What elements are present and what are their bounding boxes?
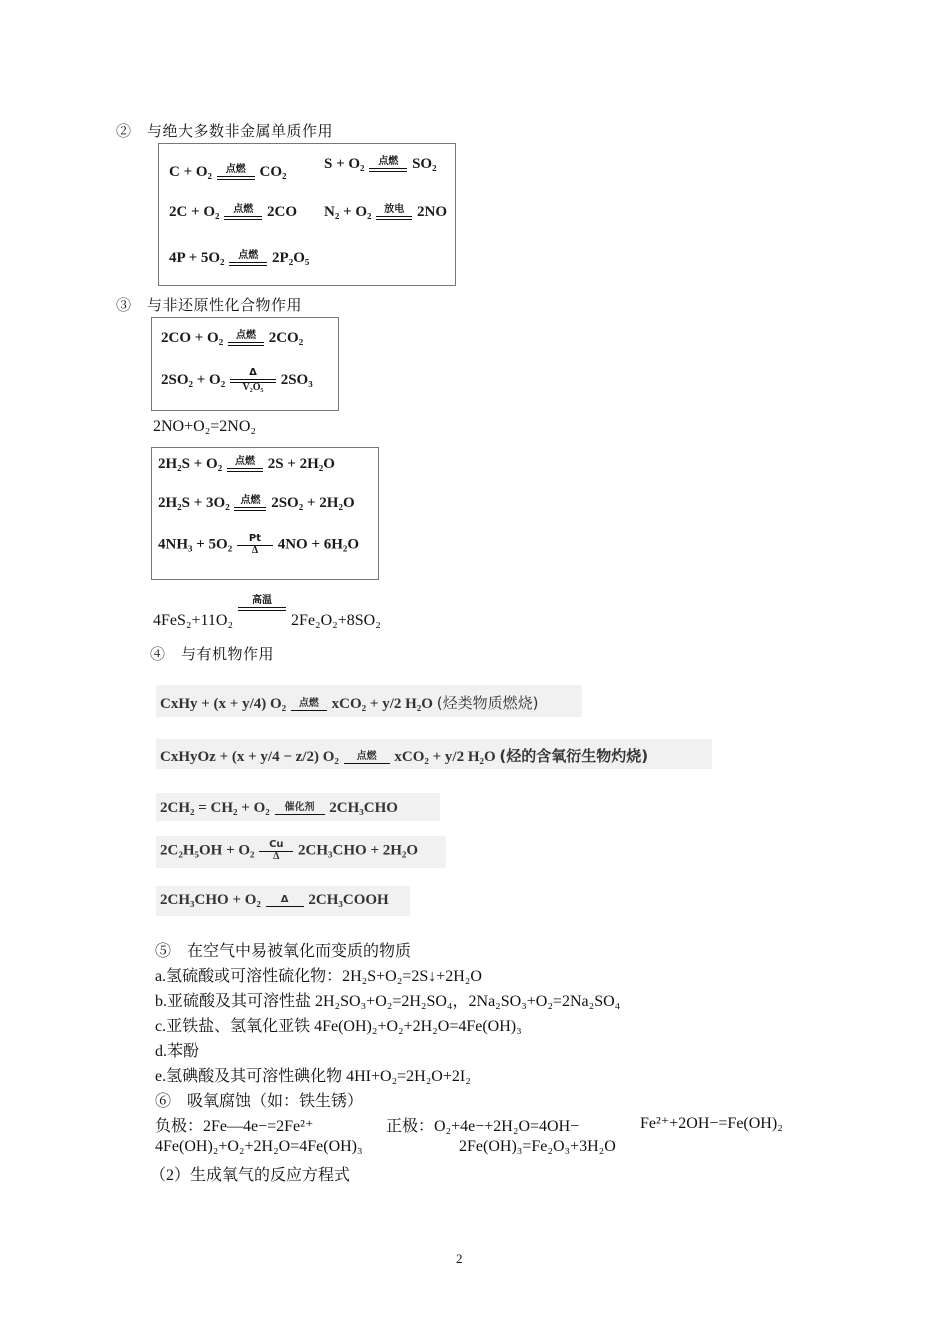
condition-label: Δ <box>280 893 289 905</box>
eq-left: 2CH₂ = CH₂ + O₂ <box>160 800 270 816</box>
eq-left: 4P + 5O₂ <box>169 250 225 266</box>
equation-box-nonmetals <box>158 143 456 286</box>
oxid-item-b: b.亚硫酸及其可溶性盐 2H₂SO₃+O₂=2H₂SO₄，2Na₂SO₃+O₂=2Na₂SO₄ <box>155 993 621 1010</box>
rust-line2-b: 2Fe(OH)₃=Fe₂O₃+3H₂O <box>459 1138 616 1155</box>
rust-fe-hydroxide: Fe²⁺+2OH−=Fe(OH)₂ <box>640 1115 783 1132</box>
condition-arrow <box>227 457 263 472</box>
eq-left: N₂ + O₂ <box>324 204 372 220</box>
condition-arrow <box>275 803 325 815</box>
eq-4p-5o2 <box>169 250 309 267</box>
eq-2h2s-o2 <box>158 456 335 473</box>
eq-left: S + O₂ <box>324 156 365 172</box>
condition-label: 点燃 <box>356 750 377 762</box>
eq-4nh3-5o2 <box>158 534 359 556</box>
condition-label-below: Δ <box>273 851 280 862</box>
eq-right: 2P₂O₅ <box>272 250 310 266</box>
eq-left: 2C + O₂ <box>169 204 220 220</box>
oxid-item-a: a.氢硫酸或可溶性硫化物：2H₂S+O₂=2S↓+2H₂O <box>155 968 482 985</box>
section-2-heading: ② 与绝大多数非金属单质作用 <box>116 124 334 140</box>
eq-note: (烃类物质燃烧) <box>436 694 539 712</box>
equation-box-h2s-nh3 <box>151 447 379 580</box>
eq-left: 2CH₃CHO + O₂ <box>160 892 261 908</box>
eq-left: 2C₂H₅OH + O₂ <box>160 842 255 859</box>
rust-negative-electrode: 负极：2Fe—4e−=2Fe²⁺ <box>155 1118 314 1135</box>
condition-arrow <box>234 496 266 511</box>
eq-ethanol-oxidation <box>160 840 418 862</box>
eq-left: 2H₂S + 3O₂ <box>158 495 230 511</box>
eq-2no-o2: 2NO+O₂=2NO₂ <box>153 418 256 435</box>
section-6-heading: ⑥ 吸氧腐蚀（如：铁生锈） <box>155 1093 364 1110</box>
rust-line2-a: 4Fe(OH)₂+O₂+2H₂O=4Fe(OH)₃ <box>155 1138 363 1155</box>
eq-right: SO₂ <box>412 156 437 172</box>
condition-arrow <box>376 205 412 220</box>
condition-label: 高温 <box>252 595 273 606</box>
condition-label: 点燃 <box>233 204 254 216</box>
eq-fes2 <box>153 596 381 630</box>
section-3-heading: ③ 与非还原性化合物作用 <box>116 298 303 314</box>
equation-box-co-so2 <box>151 317 339 411</box>
condition-arrow <box>369 157 407 172</box>
eq-right: 2CH₃CHO <box>329 800 398 816</box>
eq-left: C + O₂ <box>169 164 213 180</box>
condition-label: 点燃 <box>298 697 319 709</box>
condition-label: Pt <box>248 533 262 544</box>
rust-positive-electrode: 正极：O₂+4e−+2H₂O=4OH− <box>386 1118 580 1135</box>
eq-right: 2CO₂ <box>268 330 304 346</box>
condition-label: 放电 <box>384 204 405 216</box>
eq-right: 2SO₂ + 2H₂O <box>271 495 355 511</box>
section-oxygen-generation-heading: （2）生成氧气的反应方程式 <box>150 1167 351 1184</box>
eq-left: CxHyOz + (x + y/4 − z/2) O₂ <box>160 749 339 765</box>
condition-arrow <box>259 840 293 862</box>
eq-right: 2CH₃COOH <box>308 892 389 908</box>
eq-right: 2CH₃CHO + 2H₂O <box>298 842 419 859</box>
eq-acetaldehyde-oxidation <box>160 892 389 909</box>
eq-left: 4NH₃ + 5O₂ <box>158 536 233 553</box>
eq-left: 2SO₂ + O₂ <box>161 371 226 388</box>
condition-arrow <box>228 331 264 346</box>
condition-label: 点燃 <box>234 456 255 468</box>
eq-right: xCO₂ + y/2 H₂O <box>331 696 433 712</box>
section-5-heading: ⑤ 在空气中易被氧化而变质的物质 <box>155 943 412 960</box>
condition-label: 点燃 <box>240 495 261 507</box>
eq-2so2-o2 <box>161 368 313 393</box>
eq-left: CxHy + (x + y/4) O₂ <box>160 696 287 712</box>
eq-n2-o2 <box>324 204 447 221</box>
reversible-arrow <box>230 368 276 393</box>
condition-arrow <box>266 895 304 907</box>
condition-label: 点燃 <box>378 156 399 168</box>
eq-right: 2CO <box>267 204 298 220</box>
eq-ethylene-oxidation <box>160 800 398 817</box>
catalyst-label: V₂O₅ <box>242 382 264 393</box>
oxid-item-d: d.苯酚 <box>155 1043 200 1060</box>
oxid-item-e: e.氢碘酸及其可溶性碘化物 4HI+O₂=2H₂O+2I₂ <box>155 1068 471 1085</box>
condition-arrow <box>224 205 262 220</box>
condition-arrow <box>238 596 286 611</box>
page-number: 2 <box>456 1251 463 1266</box>
eq-cxhy-combustion <box>160 692 538 713</box>
eq-s-o2 <box>324 156 437 173</box>
eq-right: 4NO + 6H₂O <box>277 536 360 553</box>
eq-2co-o2 <box>161 330 303 347</box>
eq-note: (烃的含氧衍生物灼烧) <box>499 747 649 765</box>
eq-right: 2Fe₂O₂+8SO₂ <box>291 612 381 629</box>
eq-right: 2NO <box>417 204 448 220</box>
eq-left: 4FeS₂+11O₂ <box>153 612 234 629</box>
condition-arrow <box>344 752 390 764</box>
condition-label: 点燃 <box>235 330 256 342</box>
condition-arrow <box>229 251 267 266</box>
eq-right: CO₂ <box>259 164 287 180</box>
oxid-item-c: c.亚铁盐、氢氧化亚铁 4Fe(OH)₂+O₂+2H₂O=4Fe(OH)₃ <box>155 1018 522 1035</box>
condition-label-below: Δ <box>251 545 259 556</box>
eq-right: 2S + 2H₂O <box>267 456 335 472</box>
condition-label: 催化剂 <box>284 801 315 813</box>
eq-2h2s-3o2 <box>158 495 355 512</box>
eq-left: 2H₂S + O₂ <box>158 456 223 472</box>
eq-2c-o2 <box>169 204 297 221</box>
condition-arrow <box>237 534 273 556</box>
eq-right: xCO₂ + y/2 H₂O <box>394 749 496 765</box>
condition-label: Δ <box>249 367 257 378</box>
eq-cxhyoz-combustion <box>160 745 648 766</box>
condition-label: 点燃 <box>238 250 259 262</box>
condition-arrow <box>217 165 255 180</box>
condition-arrow <box>291 699 327 711</box>
eq-right: 2SO₃ <box>280 371 313 388</box>
condition-label: 点燃 <box>225 164 246 176</box>
eq-left: 2CO + O₂ <box>161 330 224 346</box>
section-4-heading: ④ 与有机物作用 <box>150 647 275 663</box>
eq-c-o2 <box>169 164 287 181</box>
condition-label: Cu <box>269 839 284 850</box>
